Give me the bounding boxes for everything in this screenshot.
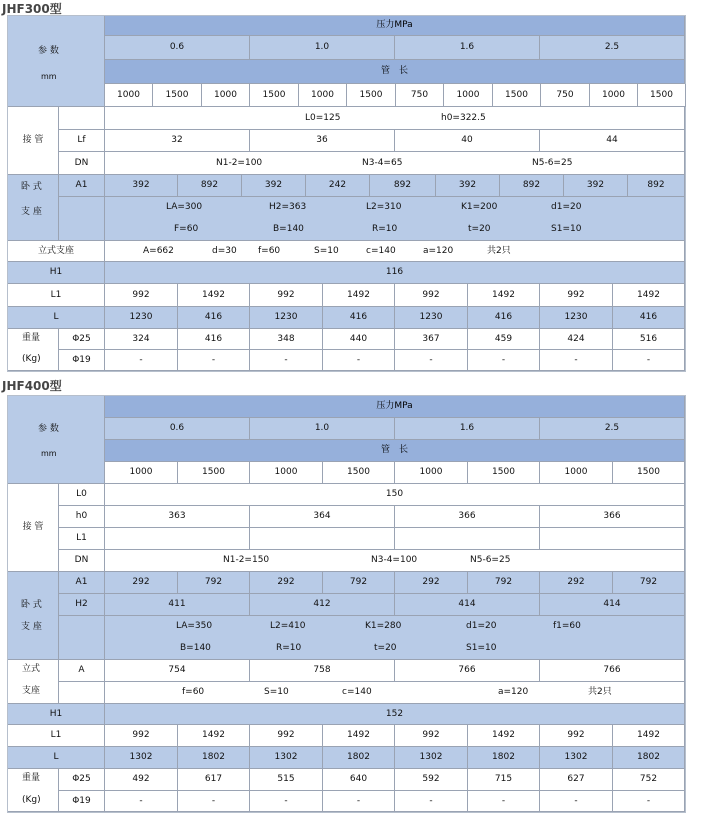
pipe-length-cell: 1000 (250, 462, 323, 484)
weight-phi25-cell: 515 (250, 769, 323, 791)
l0-label-cell (59, 107, 105, 130)
weight-phi25-cell: 348 (250, 329, 323, 350)
pipe-length-cell: 1500 (347, 84, 396, 107)
h1-label: H1 (8, 262, 105, 284)
weight-phi19-cell: - (468, 350, 540, 371)
lishi-value: f=60 (258, 246, 281, 256)
h2-cell: 412 (250, 594, 395, 616)
weight-phi25-cell: 715 (468, 769, 540, 791)
l-cell: 1802 (613, 747, 685, 769)
lishi-label: 立式 (22, 664, 41, 674)
a1-cell: 792 (323, 572, 395, 594)
dims-label-cell (59, 616, 105, 660)
pipe-length-cell: 1000 (105, 84, 153, 107)
weight-phi19-cell: - (323, 791, 395, 812)
pressure-0-6: 0.6 (105, 418, 250, 440)
unit-label: mm (41, 72, 57, 81)
a-cell: 754 (105, 660, 250, 682)
weight-phi25-cell: 617 (178, 769, 250, 791)
lishi-label: 支座 (22, 686, 41, 696)
a1-label: A1 (59, 572, 105, 594)
weight-phi25-cell: 440 (323, 329, 395, 350)
weight-phi25-cell: 424 (540, 329, 613, 350)
kg-label: (Kg) (22, 354, 41, 364)
a1-cell: 292 (250, 572, 323, 594)
l-cell: 1230 (250, 307, 323, 329)
dim-value: d1=20 (551, 202, 582, 212)
h2-cell: 411 (105, 594, 250, 616)
l-cell: 1230 (105, 307, 178, 329)
l-cell: 1302 (395, 747, 468, 769)
dim-value: LA=350 (176, 621, 213, 631)
dim-value: H2=363 (269, 202, 307, 212)
weight-phi19-cell: - (613, 350, 685, 371)
h0-cell: 366 (540, 506, 685, 528)
pipe-length-cell: 1500 (323, 462, 395, 484)
h2-label: H2 (59, 594, 105, 616)
l1-cell: 992 (105, 284, 178, 307)
dim-value: t=20 (468, 224, 491, 234)
weight-phi19-cell: - (540, 350, 613, 371)
table-title-jhf400: JHF400型 (2, 379, 62, 393)
param-header (8, 396, 105, 484)
weight-phi19-cell: - (105, 350, 178, 371)
l1-cell: 1492 (468, 725, 540, 747)
weight-phi19-cell: - (178, 791, 250, 812)
kg-label: (Kg) (22, 795, 41, 805)
dim-value: LA=300 (166, 202, 203, 212)
dim-value: d1=20 (466, 621, 497, 631)
pressure-header: 压力MPa (105, 16, 685, 36)
weight-phi25-cell: 640 (323, 769, 395, 791)
weight-phi25-cell: 459 (468, 329, 540, 350)
pipe-length-cell: 750 (396, 84, 444, 107)
a1-cell: 792 (613, 572, 685, 594)
lf-cell: 32 (105, 130, 250, 152)
h2-cell: 414 (395, 594, 540, 616)
dim-value: f1=60 (553, 621, 581, 631)
dim-value: S1=10 (466, 643, 497, 653)
l1-cell: 992 (540, 284, 613, 307)
weight-phi19-cell: - (540, 791, 613, 812)
lishi-value: S=10 (314, 246, 339, 256)
weight-phi25-cell: 492 (105, 769, 178, 791)
lishi-value: 共2只 (487, 246, 511, 256)
a1-cell: 892 (370, 175, 436, 197)
pipe-length-cell: 1000 (105, 462, 178, 484)
l-cell: 416 (178, 307, 250, 329)
jieguan-label: 接 管 (8, 484, 59, 572)
h2-cell: 414 (540, 594, 685, 616)
l-cell: 1302 (540, 747, 613, 769)
weight-phi19-cell: - (250, 350, 323, 371)
lf-label: Lf (59, 130, 105, 152)
dim-value: K1=280 (365, 621, 402, 631)
h1-value: 116 (105, 262, 685, 284)
a-cell: 758 (250, 660, 395, 682)
unit-label: mm (41, 449, 57, 458)
a-cell: 766 (540, 660, 685, 682)
pipe-length-cell: 1000 (299, 84, 347, 107)
l1a-cell (105, 528, 250, 550)
dn-value: N5-6=25 (470, 555, 511, 565)
a1-cell: 892 (628, 175, 685, 197)
woshi-label: 卧 式 (21, 182, 42, 192)
l1a-label: L1 (59, 528, 105, 550)
pipe-length-cell: 1500 (493, 84, 541, 107)
weight-phi19-cell: - (395, 350, 468, 371)
weight-phi19-cell: - (468, 791, 540, 812)
param-header (8, 16, 105, 107)
l1a-cell (395, 528, 540, 550)
lf-cell: 44 (540, 130, 685, 152)
weight-phi25-cell: 324 (105, 329, 178, 350)
l1-cell: 1492 (323, 284, 395, 307)
phi19-label: Φ19 (59, 791, 105, 812)
lishi-value: c=140 (366, 246, 396, 256)
weight-phi19-cell: - (323, 350, 395, 371)
zhizuo-label: 支 座 (21, 207, 42, 217)
a1-cell: 392 (242, 175, 306, 197)
l-label: L (8, 307, 105, 329)
dim-value: B=140 (273, 224, 304, 234)
param-label: 参 数 (38, 424, 59, 434)
pipe-length-cell: 1000 (202, 84, 250, 107)
weight-phi25-cell: 752 (613, 769, 685, 791)
jieguan-label: 接 管 (8, 107, 59, 175)
a1-cell: 892 (500, 175, 564, 197)
a1-cell: 792 (468, 572, 540, 594)
h0-cell: 363 (105, 506, 250, 528)
weight-phi19-cell: - (178, 350, 250, 371)
weight-phi19-cell: - (613, 791, 685, 812)
lishi-label: 立式支座 (8, 241, 105, 262)
dn-label: DN (59, 550, 105, 572)
pipe-length-cell: 1500 (638, 84, 686, 107)
pipe-length-header: 管 长 (105, 440, 685, 462)
a-label: A (59, 660, 105, 682)
lishi-value: a=120 (423, 246, 454, 256)
l0-value: 150 (105, 484, 685, 506)
dim-value: L2=310 (366, 202, 402, 212)
weight-phi25-cell: 516 (613, 329, 685, 350)
dim-value: t=20 (374, 643, 397, 653)
a1-label: A1 (59, 175, 105, 197)
pressure-2-5: 2.5 (540, 418, 685, 440)
dn-value: N5-6=25 (532, 158, 573, 168)
weight-phi25-cell: 627 (540, 769, 613, 791)
dim-value: F=60 (174, 224, 199, 234)
h0-cell: 366 (395, 506, 540, 528)
phi25-label: Φ25 (59, 769, 105, 791)
lishi-value: c=140 (342, 687, 372, 697)
lishi-value: f=60 (182, 687, 205, 697)
l0-row (105, 107, 685, 130)
l-cell: 416 (613, 307, 685, 329)
dim-value: R=10 (372, 224, 398, 234)
l1a-cell (540, 528, 685, 550)
lishi-value: A=662 (143, 246, 174, 256)
lf-cell: 36 (250, 130, 395, 152)
l-cell: 1302 (250, 747, 323, 769)
pipe-length-cell: 1500 (178, 462, 250, 484)
pipe-length-cell: 1000 (590, 84, 638, 107)
a1-cell: 292 (395, 572, 468, 594)
a1-cell: 392 (564, 175, 628, 197)
l0-value: L0=125 (305, 113, 341, 123)
pressure-0-6: 0.6 (105, 36, 250, 60)
phi25-label: Φ25 (59, 329, 105, 350)
dim-value: B=140 (180, 643, 211, 653)
param-label: 参 数 (38, 46, 59, 56)
pressure-header: 压力MPa (105, 396, 685, 418)
l1-cell: 992 (250, 725, 323, 747)
dn-label: DN (59, 152, 105, 175)
pipe-length-cell: 1000 (540, 462, 613, 484)
l-cell: 1802 (323, 747, 395, 769)
lf-cell: 40 (395, 130, 540, 152)
dn-value: N3-4=65 (362, 158, 403, 168)
lishi-value: S=10 (264, 687, 289, 697)
dn-value: N1-2=100 (216, 158, 263, 168)
spec-table-jhf400 (8, 396, 685, 812)
pressure-1-6: 1.6 (395, 36, 540, 60)
a1-cell: 292 (540, 572, 613, 594)
weight-phi19-cell: - (395, 791, 468, 812)
dn-value: N3-4=100 (371, 555, 418, 565)
weight-label: 重量 (22, 773, 41, 783)
h0-label: h0 (59, 506, 105, 528)
l0-label: L0 (59, 484, 105, 506)
pipe-length-cell: 1000 (395, 462, 468, 484)
l1-cell: 1492 (613, 284, 685, 307)
l-cell: 1802 (468, 747, 540, 769)
row-label-cell (59, 682, 105, 704)
l1-cell: 1492 (613, 725, 685, 747)
pipe-length-cell: 1000 (444, 84, 493, 107)
dim-value: K1=200 (461, 202, 498, 212)
l1-cell: 1492 (178, 284, 250, 307)
a1-cell: 892 (178, 175, 242, 197)
pressure-1-6: 1.6 (395, 418, 540, 440)
l-label: L (8, 747, 105, 769)
pipe-length-cell: 1500 (250, 84, 299, 107)
woshi-cell (8, 572, 59, 660)
weight-phi25-cell: 367 (395, 329, 468, 350)
weight-phi25-cell: 416 (178, 329, 250, 350)
l1-cell: 1492 (323, 725, 395, 747)
l1-cell: 992 (540, 725, 613, 747)
dim-value: R=10 (276, 643, 302, 653)
l-cell: 416 (323, 307, 395, 329)
l-cell: 1230 (540, 307, 613, 329)
pipe-length-cell: 1500 (613, 462, 685, 484)
l1a-cell (250, 528, 395, 550)
l1-cell: 1492 (468, 284, 540, 307)
dims-label-cell (59, 197, 105, 241)
zhizuo-label: 支 座 (21, 622, 42, 632)
l1-cell: 992 (395, 284, 468, 307)
l1-cell: 992 (250, 284, 323, 307)
lishi-value: 共2只 (588, 687, 612, 697)
a1-cell: 392 (105, 175, 178, 197)
l-cell: 1230 (395, 307, 468, 329)
weight-label: 重量 (22, 333, 41, 343)
weight-phi19-cell: - (250, 791, 323, 812)
l1-label: L1 (8, 725, 105, 747)
a1-cell: 242 (306, 175, 370, 197)
a1-cell: 792 (178, 572, 250, 594)
pipe-length-header: 管 长 (105, 60, 685, 84)
l1-cell: 992 (395, 725, 468, 747)
spec-table-jhf300 (8, 16, 685, 371)
pipe-length-cell: 1500 (468, 462, 540, 484)
pressure-1-0: 1.0 (250, 36, 395, 60)
pressure-1-0: 1.0 (250, 418, 395, 440)
a-cell: 766 (395, 660, 540, 682)
dim-value: L2=410 (270, 621, 306, 631)
pipe-length-cell: 750 (541, 84, 590, 107)
l1-cell: 1492 (178, 725, 250, 747)
dim-value: S1=10 (551, 224, 582, 234)
pressure-2-5: 2.5 (540, 36, 685, 60)
table-title-jhf300: JHF300型 (2, 2, 62, 16)
weight-phi19-cell: - (105, 791, 178, 812)
l-cell: 416 (468, 307, 540, 329)
lishi-value: d=30 (212, 246, 237, 256)
phi19-label: Φ19 (59, 350, 105, 371)
h0-cell: 364 (250, 506, 395, 528)
a1-cell: 292 (105, 572, 178, 594)
l-cell: 1302 (105, 747, 178, 769)
lishi-value: a=120 (498, 687, 529, 697)
h0-value: h0=322.5 (441, 113, 486, 123)
h1-value: 152 (105, 704, 685, 725)
l1-cell: 992 (105, 725, 178, 747)
l1-label: L1 (8, 284, 105, 307)
pipe-length-cell: 1500 (153, 84, 202, 107)
dn-value: N1-2=150 (223, 555, 270, 565)
l-cell: 1802 (178, 747, 250, 769)
h1-label: H1 (8, 704, 105, 725)
a1-cell: 392 (436, 175, 500, 197)
weight-phi25-cell: 592 (395, 769, 468, 791)
woshi-label: 卧 式 (21, 600, 42, 610)
